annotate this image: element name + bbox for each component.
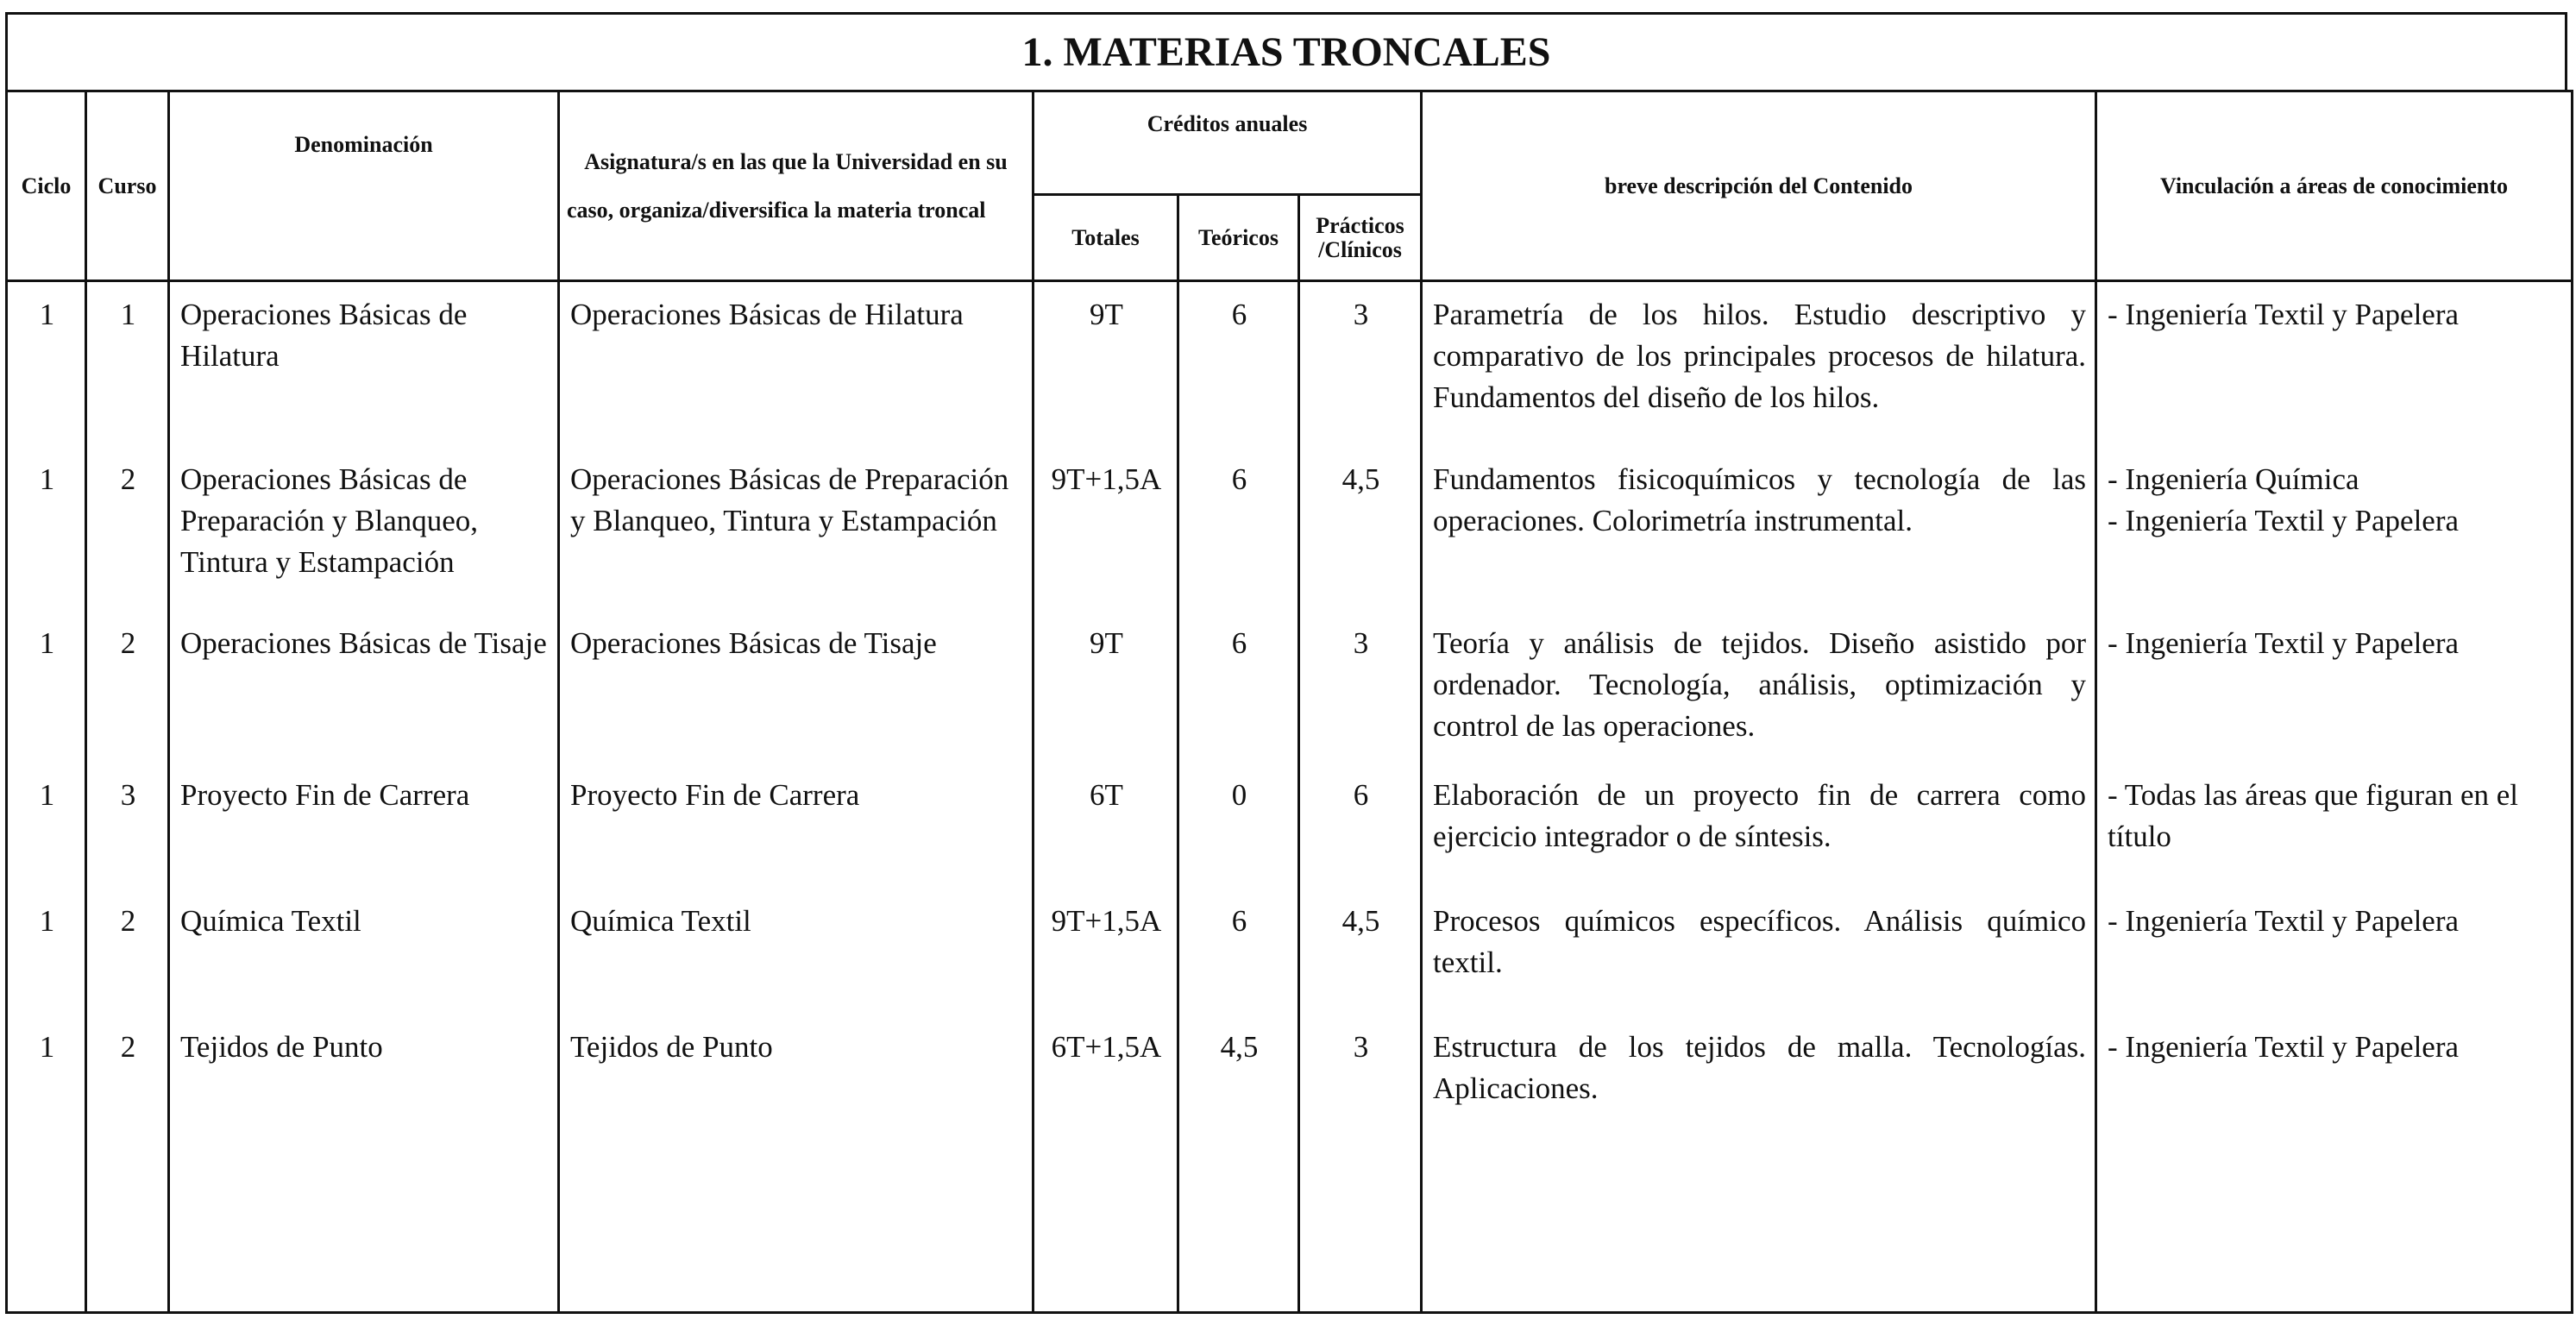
cell-denominacion: Operaciones Básicas de Tisaje [169, 611, 559, 763]
cell-vinculacion [2096, 889, 2573, 1014]
cell-practicos: 6 [1299, 763, 1422, 889]
cell-ciclo: 1 [7, 1014, 86, 1313]
header-totales: Totales [1034, 195, 1178, 281]
cell-denominacion: Operaciones Básicas de Hilatura [169, 281, 559, 447]
area-item: - Ingeniería Textil y Papelera [2108, 903, 2460, 938]
cell-vinculacion [2096, 611, 2573, 763]
cell-denominacion: Proyecto Fin de Carrera [169, 763, 559, 889]
cell-ciclo: 1 [7, 889, 86, 1014]
header-vinculacion: Vinculación a áreas de conocimiento [2096, 91, 2573, 281]
cell-ciclo: 1 [7, 447, 86, 611]
cell-teoricos: 0 [1178, 763, 1299, 889]
cell-totales: 6T+1,5A [1034, 1014, 1178, 1313]
cell-curso: 3 [86, 763, 169, 889]
header-asignatura: Asignatura/s en las que la Universidad en su caso, organiza/diversifica la materia troncal [559, 91, 1034, 281]
cell-practicos: 3 [1299, 1014, 1422, 1313]
table-row [7, 763, 2573, 889]
cell-totales: 9T+1,5A [1034, 447, 1178, 611]
cell-descripcion: Parametría de los hilos. Estudio descriptivo y comparativo de los principales procesos de hilatura. Fundamentos del diseño de los hilos. [1422, 281, 2096, 447]
cell-descripcion: Teoría y análisis de tejidos. Diseño asistido por ordenador. Tecnología, análisis, optimización y control de las operaciones. [1422, 611, 2096, 763]
header-practicos: Prácticos /Clínicos [1299, 195, 1422, 281]
header-descripcion: breve descripción del Contenido [1422, 91, 2096, 281]
cell-descripcion: Elaboración de un proyecto fin de carrera como ejercicio integrador o de síntesis. [1422, 763, 2096, 889]
cell-teoricos: 6 [1178, 281, 1299, 447]
cell-asignatura: Proyecto Fin de Carrera [559, 763, 1034, 889]
page-title: 1. MATERIAS TRONCALES [5, 12, 2567, 90]
cell-descripcion: Estructura de los tejidos de malla. Tecnologías. Aplicaciones. [1422, 1014, 2096, 1313]
area-item: - Ingeniería Textil y Papelera [2108, 503, 2460, 537]
cell-asignatura: Operaciones Básicas de Hilatura [559, 281, 1034, 447]
cell-curso: 2 [86, 889, 169, 1014]
cell-ciclo: 1 [7, 611, 86, 763]
area-item: - Todas las áreas que figuran en el título [2108, 777, 2519, 853]
header-creditos-anuales: Créditos anuales [1034, 91, 1422, 195]
header-teoricos: Teóricos [1178, 195, 1299, 281]
cell-vinculacion [2096, 281, 2573, 447]
area-item: - Ingeniería Química [2108, 462, 2359, 496]
cell-practicos: 4,5 [1299, 447, 1422, 611]
cell-totales: 9T [1034, 611, 1178, 763]
cell-vinculacion [2096, 1014, 2573, 1313]
cell-asignatura: Operaciones Básicas de Preparación y Blanqueo, Tintura y Estampación [559, 447, 1034, 611]
cell-descripcion: Fundamentos fisicoquímicos y tecnología de las operaciones. Colorimetría instrumental. [1422, 447, 2096, 611]
cell-curso: 2 [86, 447, 169, 611]
cell-vinculacion [2096, 763, 2573, 889]
cell-teoricos: 6 [1178, 611, 1299, 763]
table-row [7, 889, 2573, 1014]
cell-totales: 9T+1,5A [1034, 889, 1178, 1014]
cell-descripcion: Procesos químicos específicos. Análisis químico textil. [1422, 889, 2096, 1014]
header-curso: Curso [86, 91, 169, 281]
area-item: - Ingeniería Textil y Papelera [2108, 625, 2460, 660]
materias-table [5, 90, 2573, 1314]
header-denominacion: Denominación [169, 91, 559, 281]
area-item: - Ingeniería Textil y Papelera [2108, 298, 2460, 331]
cell-denominacion: Química Textil [169, 889, 559, 1014]
cell-asignatura: Química Textil [559, 889, 1034, 1014]
cell-denominacion: Operaciones Básicas de Preparación y Blanqueo, Tintura y Estampación [169, 447, 559, 611]
cell-practicos: 4,5 [1299, 889, 1422, 1014]
header-ciclo: Ciclo [7, 91, 86, 281]
cell-denominacion: Tejidos de Punto [169, 1014, 559, 1313]
area-item: - Ingeniería Textil y Papelera [2108, 1029, 2460, 1064]
cell-totales: 9T [1034, 281, 1178, 447]
cell-practicos: 3 [1299, 611, 1422, 763]
cell-teoricos: 6 [1178, 889, 1299, 1014]
table-row [7, 281, 2573, 447]
cell-ciclo: 1 [7, 763, 86, 889]
cell-teoricos: 4,5 [1178, 1014, 1299, 1313]
table-row [7, 1014, 2573, 1313]
cell-asignatura: Tejidos de Punto [559, 1014, 1034, 1313]
cell-vinculacion [2096, 447, 2573, 611]
cell-ciclo: 1 [7, 281, 86, 447]
table-row [7, 447, 2573, 611]
cell-teoricos: 6 [1178, 447, 1299, 611]
cell-asignatura: Operaciones Básicas de Tisaje [559, 611, 1034, 763]
cell-totales: 6T [1034, 763, 1178, 889]
cell-curso: 2 [86, 611, 169, 763]
cell-practicos: 3 [1299, 281, 1422, 447]
cell-curso: 2 [86, 1014, 169, 1313]
cell-curso: 1 [86, 281, 169, 447]
table-row [7, 611, 2573, 763]
